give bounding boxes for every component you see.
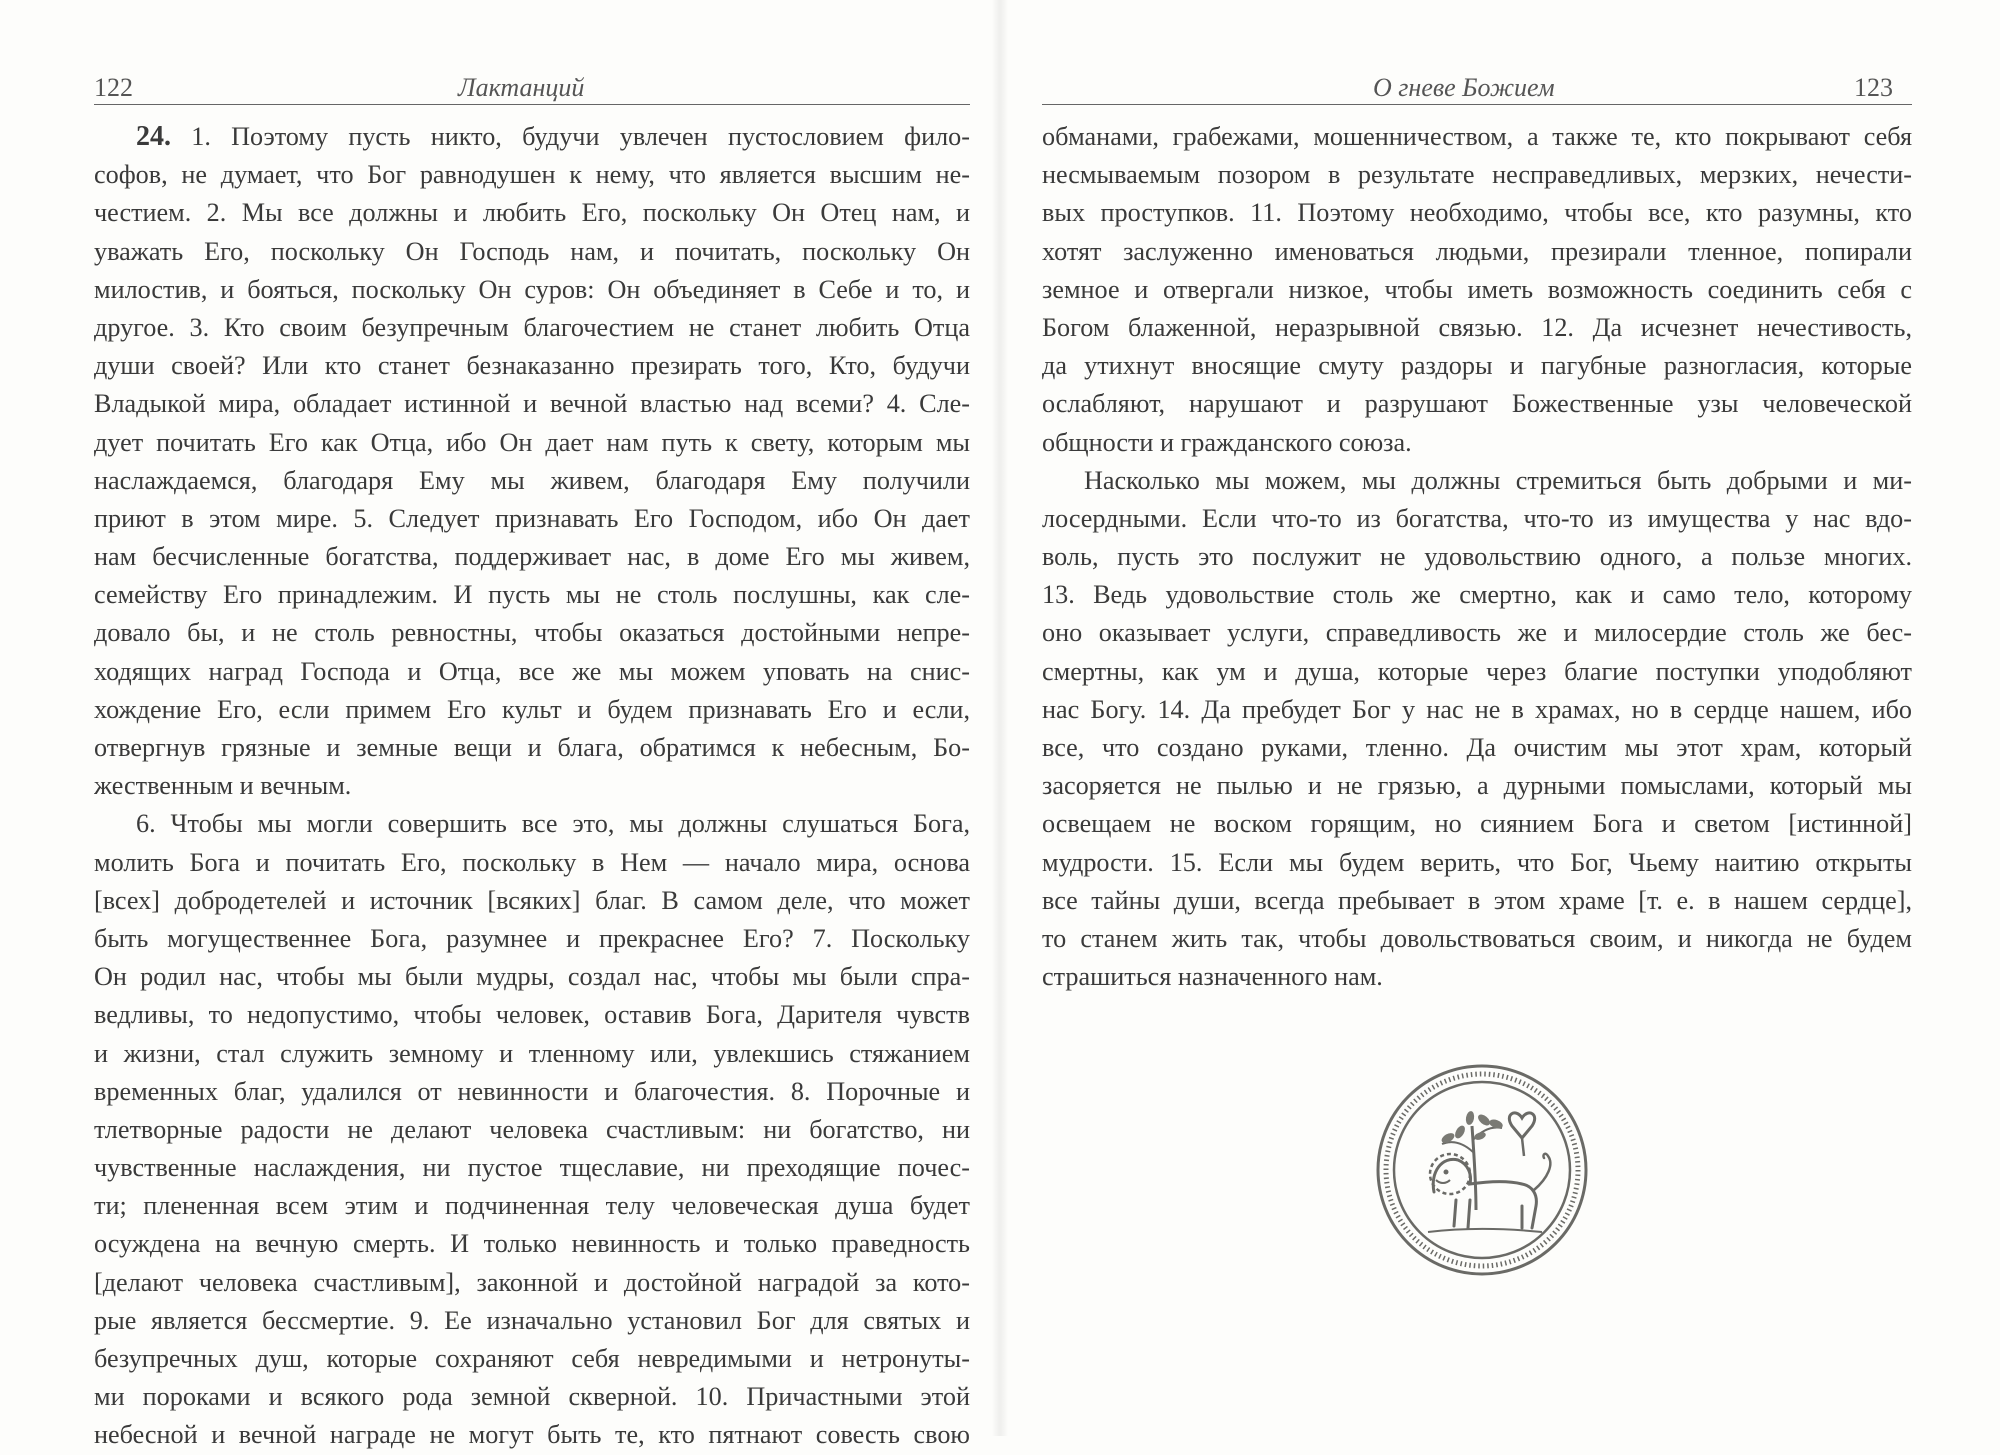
text-line: то станем жить так, чтобы довольствоваться своим, и никогда не будем <box>1042 923 1912 953</box>
text-line: довало бы, и не столь ревностны, чтобы оказаться достойными непре- <box>94 618 970 648</box>
text-line: смертны, как ум и душа, которые через благие поступки уподобляют <box>1042 656 1912 686</box>
text-line: хотят заслуженно именоваться людьми, презирали тленное, попирали <box>1042 236 1912 266</box>
text-line: быть могущественнее Бога, разумнее и прекраснее Его? 7. Поскольку <box>94 923 970 953</box>
text-line: [всех] добродетелей и источник [всяких] благ. В самом деле, что может <box>94 885 970 915</box>
text-line: безупречных душ, которые сохраняют себя невредимыми и нетронуты- <box>94 1344 970 1373</box>
text-line: жественным и вечным. <box>94 771 352 801</box>
running-head: Лактанций <box>458 73 585 102</box>
text-line: рые является бессмертие. 9. Ее изначально установил Бог для святых и <box>94 1305 970 1335</box>
text-line: страшиться назначенного нам. <box>1042 962 1383 992</box>
text-line: 13. Ведь удовольствие столь же смертно, как и само тело, которому <box>1042 580 1912 610</box>
text-line <box>94 118 970 156</box>
text-line: ослабляют, нарушают и разрушают Божественные узы человеческой <box>1042 389 1912 419</box>
header-rule <box>1042 104 1912 105</box>
text-line: тлетворные радости не делают человека счастливым: ни богатство, ни <box>94 1114 970 1144</box>
text-line-rest: 1. Поэтому пусть никто, будучи увлечен пустословием фило- <box>171 122 970 151</box>
left-page <box>0 0 1000 1450</box>
text-line: все, что создано руками, тленно. Да очистим мы этот храм, который <box>1042 733 1912 762</box>
text-line: общности и гражданского союза. <box>1042 427 1412 457</box>
text-line: нам бесчисленные богатства, поддерживает нас, в доме Его мы живем, <box>94 542 970 572</box>
text-line: Владыкой мира, обладает истинной и вечной властью над всеми? 4. Сле- <box>94 389 970 419</box>
text-line: Насколько мы можем, мы должны стремиться быть добрыми и ми- <box>1084 465 1912 495</box>
text-line: [делают человека счастливым], законной и достойной наградой за кото- <box>94 1267 970 1297</box>
text-line: дует почитать Его как Отца, ибо Он дает нам путь к свету, которым мы <box>94 427 970 457</box>
text-line: милостив, и бояться, поскольку Он суров: Он объединяет в Себе и то, и <box>94 274 970 304</box>
text-line: чувственные наслаждения, ни пустое тщеславие, ни преходящие почес- <box>94 1153 970 1183</box>
text-line: мудрости. 15. Если мы будем верить, что Бог, Чьему наитию открыты <box>1042 847 1912 877</box>
page-number: 123 <box>1854 73 1893 102</box>
text-line: земное и отвергали низкое, чтобы иметь возможность соединить себя с <box>1042 274 1912 304</box>
right-page-header <box>1042 68 1912 108</box>
section-number: 24. <box>136 121 171 152</box>
text-line: молить Бога и почитать Его, поскольку в Нем — начало мира, основа <box>94 847 970 877</box>
running-head: О гневе Божием <box>1373 73 1555 102</box>
text-line: честием. 2. Мы все должны и любить Его, поскольку Он Отец нам, и <box>94 198 970 228</box>
text-line: временных благ, удалился от невинности и благочестия. 8. Порочные и <box>94 1076 970 1106</box>
text-line: небесной и вечной награде не могут быть те, кто пятнают совесть свою <box>94 1420 970 1450</box>
text-line: 6. Чтобы мы могли совершить все это, мы должны слушаться Бога, <box>136 809 970 839</box>
text-line: души своей? Или кто станет безнаказанно презирать того, Кто, будучи <box>94 351 970 381</box>
text-line: нас Богу. 14. Да пребудет Бог у нас не в храмах, но в сердце нашем, ибо <box>1042 694 1912 724</box>
page-number: 122 <box>94 73 133 102</box>
text-line: другое. 3. Кто своим безупречным благочестием не станет любить Отца <box>94 312 970 342</box>
text-line: да утихнут вносящие смуту раздоры и пагубные разногласия, которые <box>1042 351 1912 381</box>
text-line: обманами, грабежами, мошенничеством, а также те, кто покрывают себя <box>1042 122 1912 151</box>
text-line: уважать Его, поскольку Он Господь нам, и почитать, поскольку Он <box>94 236 970 266</box>
text-line: все тайны души, всегда пребывает в этом храме [т. е. в нашем сердце], <box>1042 885 1912 915</box>
text-line: вых проступков. 11. Поэтому необходимо, чтобы все, кто разумны, кто <box>1042 198 1912 228</box>
text-line: отвергнув грязные и земные вещи и блага, обратимся к небесным, Бо- <box>94 733 970 762</box>
text-line: засоряется не пылью и не грязью, а дурными помыслами, который мы <box>1042 771 1912 801</box>
text-line: лосердными. Если что-то из богатства, что-то из имущества у нас вдо- <box>1042 503 1912 533</box>
left-page-body <box>94 118 970 1455</box>
text-line: семейству Его принадлежим. И пусть мы не столь послушны, как сле- <box>94 580 970 610</box>
lion-medallion-icon <box>1372 1060 1592 1280</box>
text-line: наслаждаемся, благодаря Ему мы живем, благодаря Ему получили <box>94 465 970 495</box>
text-line: Он родил нас, чтобы мы были мудры, создал нас, чтобы мы были спра- <box>94 962 970 992</box>
text-line: хождение Его, если примем Его культ и будем признавать Его и если, <box>94 694 970 724</box>
text-line: оно оказывает услуги, справедливость же и милосердие столь же бес- <box>1042 618 1912 648</box>
text-line: софов, не думает, что Бог равнодушен к нему, что является высшим не- <box>94 160 970 190</box>
text-line: Богом блаженной, неразрывной связью. 12. Да исчезнет нечестивость, <box>1042 312 1912 342</box>
text-line: воль, пусть это послужит не удовольствию одного, а пользе многих. <box>1042 542 1912 572</box>
right-page-body <box>1042 118 1912 996</box>
text-line: несмываемым позором в результате несправедливых, мерзких, нечести- <box>1042 160 1912 190</box>
text-line: осуждена на вечную смерть. И только невинность и только праведность <box>94 1229 970 1259</box>
text-line: ти; плененная всем этим и подчиненная телу человеческая душа будет <box>94 1191 970 1221</box>
text-line: приют в этом мире. 5. Следует признавать Его Господом, ибо Он дает <box>94 503 970 533</box>
header-rule <box>94 104 970 105</box>
text-line: и жизни, стал служить земному и тленному или, увлекшись стяжанием <box>94 1038 970 1068</box>
left-page-header <box>94 68 970 108</box>
text-line: ведливы, то недопустимо, чтобы человек, оставив Бога, Дарителя чувств <box>94 1000 970 1030</box>
text-line: ми пороками и всякого рода земной скверной. 10. Причастными этой <box>94 1382 970 1412</box>
text-line: ходящих наград Господа и Отца, все же мы можем уповать на снис- <box>94 656 970 686</box>
text-line: освещаем не воском горящим, но сиянием Бога и светом [истинной] <box>1042 809 1912 839</box>
